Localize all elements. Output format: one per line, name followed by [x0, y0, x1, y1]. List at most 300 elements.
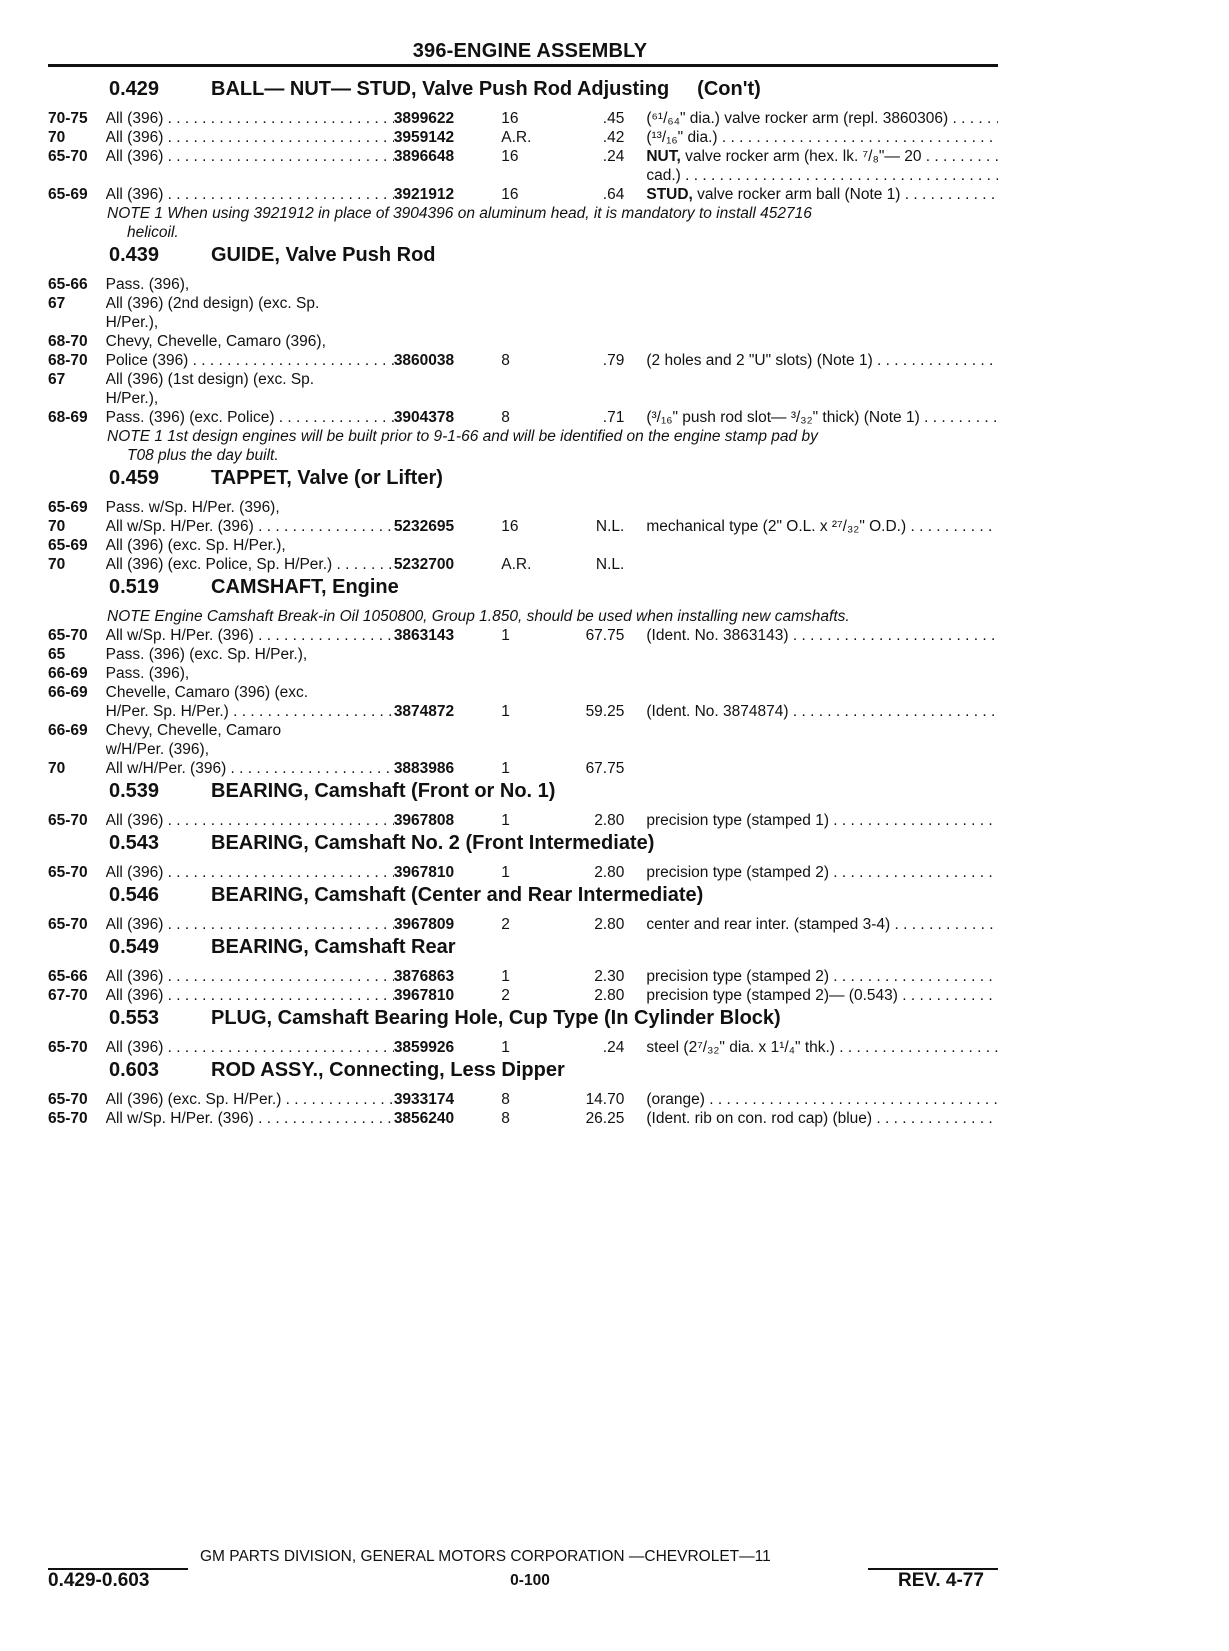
note-line: NOTE 1 1st design engines will be built prior to 9-1-66 and will be identified on the engine stamp pad by	[107, 428, 818, 445]
price: N.L.	[595, 518, 625, 535]
description	[646, 370, 998, 389]
model-years: 65-69	[48, 186, 88, 203]
section-note: NOTE Engine Camshaft Break-in Oil 1050800, Group 1.850, should be used when installing new camshafts.	[107, 608, 850, 625]
description-keyword: NUT,	[646, 148, 681, 165]
section-title-text: PLUG, Camshaft Bearing Hole, Cup Type (In Cylinder Block)	[211, 1007, 781, 1029]
price: .45	[602, 110, 625, 127]
quantity: 8	[501, 352, 510, 369]
section-title-text: TAPPET, Valve (or Lifter)	[211, 467, 443, 489]
section-title	[211, 576, 399, 599]
description-text: (2 holes and 2 "U" slots) (Note 1)	[646, 352, 873, 369]
price: .64	[602, 186, 625, 203]
quantity: 16	[501, 518, 519, 535]
table-row	[48, 1109, 998, 1128]
description	[646, 626, 998, 645]
quantity	[501, 370, 565, 389]
quantity	[501, 166, 565, 185]
quantity	[501, 275, 565, 294]
model-years: 66-69	[48, 722, 88, 739]
section-number: 0.603	[109, 1059, 160, 1081]
model-years: 66-69	[48, 684, 88, 701]
part-number: 3876863	[393, 968, 455, 985]
section-title-text: GUIDE, Valve Push Rod	[211, 244, 436, 266]
description-text: valve rocker arm ball (Note 1)	[697, 186, 901, 203]
part-number: 3856240	[393, 1110, 455, 1127]
page-title: 396-ENGINE ASSEMBLY	[412, 40, 648, 62]
part-number	[394, 332, 501, 351]
table-row	[48, 702, 998, 721]
description-text: precision type (stamped 2)	[646, 968, 829, 985]
price	[565, 313, 625, 332]
application: All (396) . . .	[106, 109, 394, 128]
model-years: 65-66	[48, 276, 88, 293]
price: 59.25	[585, 703, 625, 720]
description-text: cad.)	[646, 167, 681, 184]
model-years	[48, 313, 106, 332]
price	[565, 275, 625, 294]
model-years: 65-70	[48, 1110, 88, 1127]
table-row	[48, 294, 998, 313]
application	[106, 166, 394, 185]
application: All (396) (exc. Police, Sp. H/Per.) . . .	[106, 555, 394, 574]
section-header	[48, 936, 998, 967]
part-number: 3967810	[393, 987, 455, 1004]
quantity	[501, 645, 565, 664]
description	[646, 1038, 998, 1057]
application: All (396) . . .	[106, 986, 394, 1005]
quantity	[501, 683, 565, 702]
description	[646, 517, 998, 536]
section-note	[48, 427, 998, 465]
table-row	[48, 408, 998, 427]
description	[646, 1090, 998, 1109]
application: All (396) . . .	[106, 185, 394, 204]
application: All w/H/Per. (396) . . .	[106, 759, 394, 778]
part-number	[394, 536, 501, 555]
application: All (396) . . .	[106, 128, 394, 147]
model-years	[48, 740, 106, 759]
model-years: 70	[48, 760, 66, 777]
section-header	[48, 1007, 998, 1038]
price	[565, 536, 625, 555]
price: .42	[602, 129, 625, 146]
table-row	[48, 555, 998, 574]
application: Police (396) . . .	[106, 351, 394, 370]
part-number	[394, 313, 501, 332]
table-row	[48, 664, 998, 683]
model-years: 70	[48, 556, 66, 573]
table-row	[48, 626, 998, 645]
application: All w/Sp. H/Per. (396) . . .	[106, 517, 394, 536]
description	[646, 147, 998, 166]
quantity: A.R.	[501, 556, 532, 573]
quantity	[501, 721, 565, 740]
application: Chevelle, Camaro (396) (exc.	[105, 684, 309, 701]
application: All w/Sp. H/Per. (396) . . .	[106, 1109, 394, 1128]
quantity: 16	[501, 186, 519, 203]
part-number: 3967810	[393, 864, 455, 881]
application: Pass. w/Sp. H/Per. (396),	[105, 499, 280, 516]
application: All (396) . . .	[106, 863, 394, 882]
description	[646, 740, 998, 759]
description	[646, 351, 998, 370]
table-row	[48, 740, 998, 759]
section-title	[211, 780, 555, 803]
section-spacer	[48, 1128, 998, 1130]
application: Pass. (396) (exc. Police) . . .	[106, 408, 394, 427]
quantity: 8	[501, 1110, 510, 1127]
description	[646, 986, 998, 1005]
model-years: 67	[48, 295, 66, 312]
application: All (396) . . .	[106, 1038, 394, 1057]
section-title-text: BALL— NUT— STUD, Valve Push Rod Adjusting	[211, 78, 670, 100]
table-row	[48, 109, 998, 128]
quantity: 2	[501, 916, 510, 933]
section-number: 0.439	[109, 244, 160, 266]
price: .79	[602, 352, 625, 369]
description	[646, 967, 998, 986]
section-number: 0.549	[109, 936, 160, 958]
section-header	[48, 780, 998, 811]
description-text: (Ident. rib on con. rod cap) (blue)	[646, 1110, 873, 1127]
model-years: 65-70	[48, 812, 88, 829]
table-row	[48, 536, 998, 555]
table-row	[48, 370, 998, 389]
description	[646, 332, 998, 351]
table-row	[48, 517, 998, 536]
footer-group-range: 0.429-0.603	[48, 1570, 150, 1591]
description-text: valve rocker arm (hex. lk. ⁷/₈"— 20	[685, 148, 922, 165]
quantity	[501, 332, 565, 351]
model-years: 65-70	[48, 1091, 88, 1108]
description	[646, 185, 998, 204]
section-header	[48, 244, 998, 275]
section-number: 0.543	[109, 832, 160, 854]
part-number	[394, 740, 501, 759]
description-text: (Ident. No. 3874874)	[646, 703, 789, 720]
description	[646, 166, 998, 185]
section-title	[211, 884, 703, 907]
description	[646, 294, 998, 313]
description	[646, 683, 998, 702]
model-years: 65-70	[48, 1039, 88, 1056]
application: Pass. (396) (exc. Sp. H/Per.),	[105, 646, 308, 663]
part-number	[394, 664, 501, 683]
section-title-text: BEARING, Camshaft No. 2 (Front Intermediate)	[211, 832, 655, 854]
model-years: 65-70	[48, 864, 88, 881]
part-number: 3904378	[393, 409, 455, 426]
section-number: 0.429	[109, 78, 160, 100]
model-years: 65-70	[48, 148, 88, 165]
description	[646, 555, 998, 574]
part-number: 5232700	[393, 556, 455, 573]
part-number: 3883986	[393, 760, 455, 777]
application: Chevy, Chevelle, Camaro (396),	[105, 333, 326, 350]
description	[646, 915, 998, 934]
application: H/Per. Sp. H/Per.) . . .	[106, 702, 394, 721]
table-row	[48, 1090, 998, 1109]
quantity: 1	[501, 812, 510, 829]
description	[646, 408, 998, 427]
price	[565, 683, 625, 702]
application: All (396) . . .	[106, 147, 394, 166]
price: 2.80	[594, 916, 625, 933]
section-note	[48, 204, 998, 242]
section-title	[211, 78, 761, 101]
price: 67.75	[585, 760, 625, 777]
part-number: 3896648	[393, 148, 455, 165]
application: H/Per.),	[105, 314, 159, 331]
quantity: 8	[501, 409, 510, 426]
model-years	[48, 702, 106, 721]
footer-page-number: 0-100	[510, 1572, 550, 1589]
price: .24	[602, 1039, 625, 1056]
application: All (396) (exc. Sp. H/Per.) . . .	[106, 1090, 394, 1109]
model-years: 65-69	[48, 537, 88, 554]
section-title-text: CAMSHAFT, Engine	[211, 576, 399, 598]
price: 2.30	[594, 968, 625, 985]
description-text: center and rear inter. (stamped 3-4)	[646, 916, 891, 933]
description-text: (¹³/₁₆" dia.)	[646, 129, 718, 146]
part-number	[394, 721, 501, 740]
model-years: 65-69	[48, 499, 88, 516]
section-title-text: ROD ASSY., Connecting, Less Dipper	[211, 1059, 565, 1081]
description	[646, 389, 998, 408]
description	[646, 721, 998, 740]
table-row	[48, 986, 998, 1005]
table-row	[48, 683, 998, 702]
application: All (396) (exc. Sp. H/Per.),	[105, 537, 286, 554]
price: .71	[602, 409, 625, 426]
table-row	[48, 313, 998, 332]
application: H/Per.),	[105, 390, 159, 407]
table-row	[48, 185, 998, 204]
section-number: 0.539	[109, 780, 160, 802]
title-rule	[48, 64, 998, 67]
part-number	[394, 389, 501, 408]
part-number: 5232695	[393, 518, 455, 535]
application: w/H/Per. (396),	[105, 741, 210, 758]
application: All (396) (1st design) (exc. Sp.	[105, 371, 315, 388]
quantity	[501, 294, 565, 313]
model-years: 65-70	[48, 916, 88, 933]
model-years	[48, 166, 106, 185]
section-header	[48, 1059, 998, 1090]
price	[565, 645, 625, 664]
price	[565, 721, 625, 740]
description-text: (Ident. No. 3863143)	[646, 627, 789, 644]
price: 2.80	[594, 812, 625, 829]
section-header	[48, 576, 998, 607]
section-title-text: BEARING, Camshaft (Front or No. 1)	[211, 780, 556, 802]
quantity: 16	[501, 148, 519, 165]
section-header	[48, 78, 998, 109]
price: N.L.	[595, 556, 625, 573]
section-title	[211, 936, 456, 959]
description-text: steel (2⁷/₃₂" dia. x 1¹/₄" thk.)	[646, 1039, 835, 1056]
model-years: 70	[48, 518, 66, 535]
table-row	[48, 811, 998, 830]
section-header	[48, 467, 998, 498]
price	[565, 498, 625, 517]
quantity	[501, 536, 565, 555]
section-number: 0.553	[109, 1007, 160, 1029]
description	[646, 664, 998, 683]
quantity	[501, 389, 565, 408]
description-text: (³/₁₆" push rod slot— ³/₃₂" thick) (Note 1)	[646, 409, 920, 426]
part-number: 3874872	[393, 703, 455, 720]
section-title-text: BEARING, Camshaft Rear	[211, 936, 456, 958]
quantity: 1	[501, 760, 510, 777]
description-text: (⁶¹/₆₄" dia.) valve rocker arm (repl. 3860306)	[646, 110, 949, 127]
part-number	[394, 645, 501, 664]
price	[565, 664, 625, 683]
section-title	[211, 1007, 781, 1030]
price: 67.75	[585, 627, 625, 644]
model-years: 70-75	[48, 110, 88, 127]
model-years: 66-69	[48, 665, 88, 682]
description-text: precision type (stamped 2)— (0.543)	[646, 987, 898, 1004]
price: 14.70	[585, 1091, 625, 1108]
note-line: T08 plus the day built.	[127, 447, 279, 464]
price	[565, 370, 625, 389]
quantity: 8	[501, 1091, 510, 1108]
application: Chevy, Chevelle, Camaro	[105, 722, 282, 739]
description-text: precision type (stamped 1)	[646, 812, 829, 829]
application: Pass. (396),	[105, 276, 190, 293]
section-title	[211, 467, 443, 490]
description	[646, 1109, 998, 1128]
table-row	[48, 275, 998, 294]
table-row	[48, 498, 998, 517]
part-number	[394, 498, 501, 517]
quantity	[501, 313, 565, 332]
section-number: 0.546	[109, 884, 160, 906]
table-row	[48, 128, 998, 147]
section-header	[48, 832, 998, 863]
model-years: 67	[48, 371, 66, 388]
note-line: helicoil.	[127, 224, 179, 241]
table-row	[48, 166, 998, 185]
part-number: 3959142	[393, 129, 455, 146]
model-years: 68-70	[48, 333, 88, 350]
model-years: 68-70	[48, 352, 88, 369]
quantity: 1	[501, 627, 510, 644]
quantity	[501, 498, 565, 517]
application: All (396) . . .	[106, 811, 394, 830]
quantity: 1	[501, 1039, 510, 1056]
description	[646, 645, 998, 664]
part-number	[394, 294, 501, 313]
price	[565, 740, 625, 759]
description-text: mechanical type (2" O.L. x ²⁷/₃₂" O.D.)	[646, 518, 907, 535]
part-number	[394, 370, 501, 389]
table-row	[48, 645, 998, 664]
section-title	[211, 1059, 565, 1082]
section-title	[211, 832, 654, 855]
price: 2.80	[594, 864, 625, 881]
part-number: 3859926	[393, 1039, 455, 1056]
quantity: 1	[501, 968, 510, 985]
table-row	[48, 863, 998, 882]
section-title	[211, 244, 436, 267]
description	[646, 128, 998, 147]
description-text: precision type (stamped 2)	[646, 864, 829, 881]
price	[565, 166, 625, 185]
note-line: NOTE 1 When using 3921912 in place of 3904396 on aluminum head, it is mandatory to install 452716	[107, 205, 812, 222]
application: All (396) . . .	[106, 967, 394, 986]
table-row	[48, 759, 998, 778]
part-number	[394, 683, 501, 702]
part-number: 3967808	[393, 812, 455, 829]
table-row	[48, 721, 998, 740]
price: 26.25	[585, 1110, 625, 1127]
footer-division: GM PARTS DIVISION, GENERAL MOTORS CORPORATION —CHEVROLET—11	[200, 1548, 771, 1565]
price: .24	[602, 148, 625, 165]
quantity: A.R.	[501, 129, 532, 146]
section-number: 0.519	[109, 576, 160, 598]
section-title-text: BEARING, Camshaft (Center and Rear Intermediate)	[211, 884, 704, 906]
table-row	[48, 967, 998, 986]
quantity	[501, 664, 565, 683]
quantity: 1	[501, 864, 510, 881]
application: Pass. (396),	[105, 665, 190, 682]
section-header	[48, 884, 998, 915]
model-years	[48, 389, 106, 408]
parts-listing	[48, 78, 998, 1130]
description	[646, 759, 998, 778]
table-row	[48, 915, 998, 934]
description	[646, 109, 998, 128]
part-number: 3933174	[393, 1091, 455, 1108]
description	[646, 313, 998, 332]
table-row	[48, 332, 998, 351]
model-years: 65-70	[48, 627, 88, 644]
part-number: 3967809	[393, 916, 455, 933]
price	[565, 294, 625, 313]
part-number: 3899622	[393, 110, 455, 127]
quantity: 1	[501, 703, 510, 720]
table-row	[48, 389, 998, 408]
description	[646, 275, 998, 294]
model-years: 68-69	[48, 409, 88, 426]
application: All (396) (2nd design) (exc. Sp.	[105, 295, 320, 312]
application: All (396) . . .	[106, 915, 394, 934]
model-years: 65-66	[48, 968, 88, 985]
table-row	[48, 1038, 998, 1057]
quantity	[501, 740, 565, 759]
part-number: 3921912	[393, 186, 455, 203]
quantity: 16	[501, 110, 519, 127]
part-number: 3860038	[393, 352, 455, 369]
description	[646, 536, 998, 555]
part-number: 3863143	[393, 627, 455, 644]
table-row	[48, 351, 998, 370]
price	[565, 332, 625, 351]
description-keyword: STUD,	[646, 186, 693, 203]
application: All w/Sp. H/Per. (396) . . .	[106, 626, 394, 645]
table-row	[48, 147, 998, 166]
part-number	[394, 166, 501, 185]
price: 2.80	[594, 987, 625, 1004]
description	[646, 498, 998, 517]
quantity: 2	[501, 987, 510, 1004]
description	[646, 811, 998, 830]
part-number	[394, 275, 501, 294]
section-number: 0.459	[109, 467, 160, 489]
description	[646, 702, 998, 721]
model-years: 70	[48, 129, 66, 146]
